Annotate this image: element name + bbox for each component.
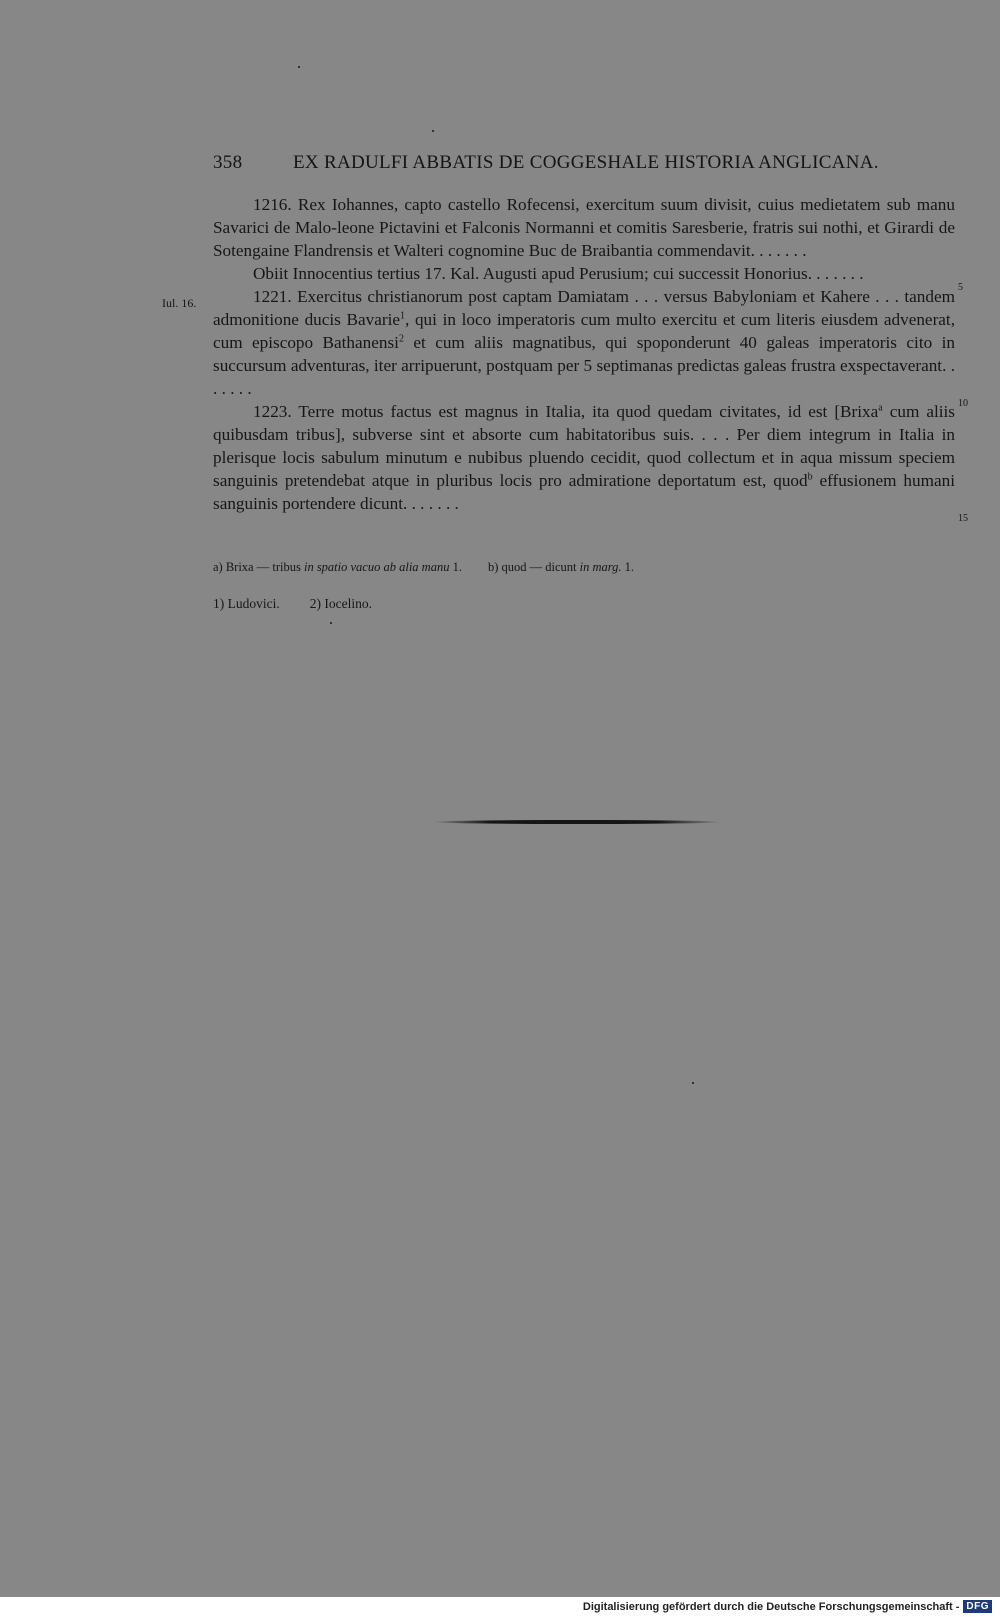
note-a-italic: in spatio vacuo ab alia manu — [303, 560, 450, 574]
note-a-end: 1. — [452, 560, 462, 574]
scan-speck — [432, 130, 434, 132]
entry-1221-text-b: , qui in loco imperatoris cum multo exercitu et cum literis eiusdem advenerat, cum episcopo Bathanensi — [213, 310, 955, 352]
entry-obiit: Obiit Innocentius tertius 17. Kal. Augusti apud Perusium; cui successit Honorius. . . . . . . — [253, 264, 864, 283]
footnote-ref-1: 1 — [399, 310, 405, 322]
dfg-logo-icon: DFG — [963, 1600, 992, 1613]
critical-notes — [213, 560, 955, 575]
note-b-lead: b) quod — dicunt — [487, 560, 577, 574]
note-a-lead: a) Brixa — tribus — [213, 560, 301, 574]
running-header — [213, 152, 893, 174]
entry-1223-text-a: 1223. Terre motus factus est magnus in Italia, ita quod quedam civitates, id est [Brixa — [253, 402, 879, 421]
entry-1223-text-b: cum aliis quibusdam tribus], subverse sint et absorte cum habitatoribus suis. . . . Per diem integrum in Italia in plerisque locis sabulum minutum e nubibus pluendo cecidit, quod collectum et in aqua missum speciem sanguinis pretendebat atque in pluribus locis pro admiratione deportatum est, quod — [213, 402, 955, 490]
margin-date-note: Iul. 16. — [162, 296, 197, 310]
entry-1221-text-a: 1221. Exercitus christianorum post captam Damiatam . . . versus Babyloniam et Kahere . . . tandem admonitione ducis Bavarie — [213, 287, 955, 329]
note-b-italic: in marg. — [579, 560, 622, 574]
entry-1221 — [213, 285, 955, 400]
scan-speck — [330, 622, 332, 624]
scan-speck — [298, 66, 300, 68]
note-a — [213, 560, 462, 574]
explanatory-notes — [213, 596, 372, 612]
footer-text: Digitalisierung gefördert durch die Deutsche Forschungsgemeinschaft - — [582, 1600, 960, 1613]
digitization-footer — [583, 1600, 992, 1613]
main-text — [213, 193, 955, 515]
line-number-5: 5 — [958, 282, 963, 293]
footnote-ref-b: b — [807, 471, 813, 483]
entry-1223-text-c: effusionem humani sanguinis portendere dicunt. . . . . . . — [213, 471, 955, 513]
line-number-10: 10 — [958, 398, 968, 409]
entry-1221-text-c: et cum aliis magnatibus, qui spoponderunt 40 galeas imperatoris cito in succursum adventuras, iter arripuerunt, postquam per 5 septimanas predictas galeas frustra exspectaverant. . . . . . . — [213, 333, 955, 398]
note-1: 1) Ludovici. — [213, 596, 280, 611]
entry-1223 — [213, 400, 955, 515]
entry-1216: 1216. Rex Iohannes, capto castello Rofecensi, exercitum suum divisit, cuius medietatem sub manu Savarici de Malo-leone Pictavini et Falconis Normanni et comitis Saresberie, fratris sui nothi, et Girardi de Sotengaine Flandrensis et Walteri cognomine Buc de Braibantia commendavit. . . . . . . — [213, 195, 955, 260]
note-2: 2) Iocelino. — [309, 596, 372, 611]
running-title: EX RADULFI ABBATIS DE COGGESHALE HISTORIA ANGLICANA. — [293, 152, 879, 173]
note-b-end: 1. — [624, 560, 635, 574]
footnote-ref-2: 2 — [398, 333, 404, 345]
scan-speck — [692, 1082, 694, 1084]
footnote-ref-a: a — [878, 402, 883, 414]
end-rule — [432, 820, 722, 824]
line-number-15: 15 — [958, 513, 968, 524]
note-b — [488, 560, 634, 574]
page-number: 358 — [213, 152, 243, 173]
